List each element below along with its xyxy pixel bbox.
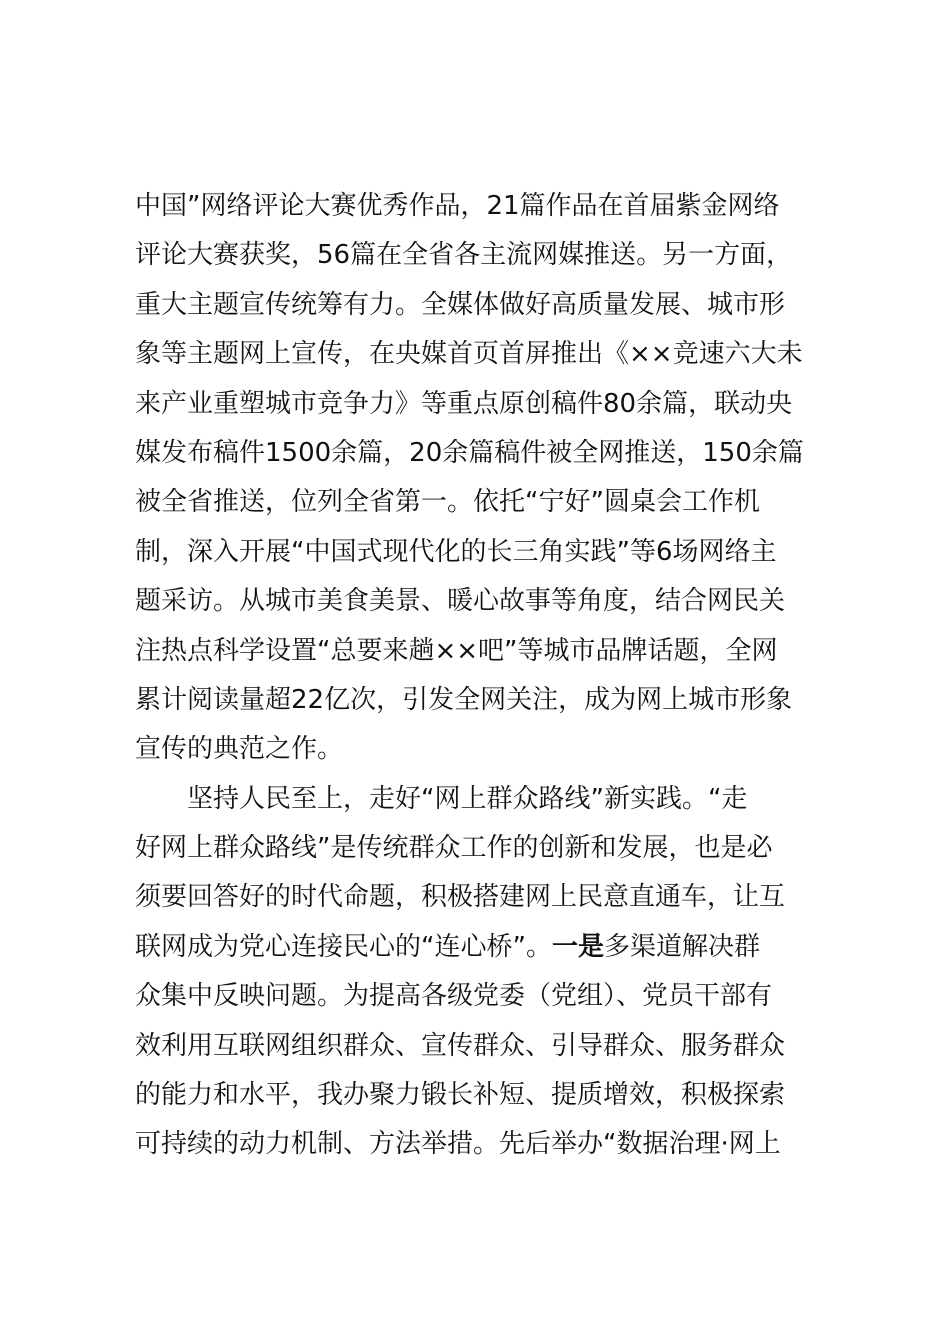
text-line-15: 须要回答好的时代命题，积极搭建网上民意直通车，让互 [135, 882, 786, 913]
text-line-12: 宣传的典范之作。 [135, 734, 344, 765]
text-line-6: 媒发布稿件1500余篇，20余篇稿件被全网推送，150余篇 [135, 437, 804, 468]
text-line-17: 众集中反映问题。为提高各级党委（党组）、党员干部有 [135, 981, 773, 1012]
text-line-16-end: 多渠道解决群 [603, 931, 760, 962]
text-line-9: 题采访。从城市美食美景、暖心故事等角度，结合网民关 [135, 586, 786, 617]
text-line-2: 评论大赛获奖，56篇在全省各主流网媒推送。另一方面， [135, 240, 793, 271]
bold-lead-in: 一是 [551, 931, 604, 962]
text-line-5: 来产业重塑城市竞争力》等重点原创稿件80余篇，联动央 [135, 388, 793, 419]
text-line-18: 效利用互联网组织群众、宣传群众、引导群众、服务群众 [135, 1030, 786, 1061]
text-line-4: 象等主题网上宣传，在央媒首页首屏推出《××竞速六大未 [135, 339, 803, 370]
paragraph-start-line: 坚持人民至上，走好“网上群众路线”新实践。“走 [187, 783, 748, 814]
text-line-20: 可持续的动力机制、方法举措。先后举办“数据治理·网上 [135, 1129, 781, 1160]
text-line-16-start: 联网成为党心连接民心的“连心桥”。 [135, 931, 552, 962]
text-line-7: 被全省推送，位列全省第一。依托“宁好”圆桌会工作机 [135, 487, 760, 518]
text-line-14: 好网上群众路线”是传统群众工作的创新和发展，也是必 [135, 833, 773, 864]
body-text [135, 182, 855, 1170]
text-line-1: 中国”网络评论大赛优秀作品，21篇作品在首届紫金网络 [135, 191, 780, 221]
text-line-10: 注热点科学设置“总要来趟××吧”等城市品牌话题，全网 [135, 635, 778, 666]
text-line-8: 制，深入开展“中国式现代化的长三角实践”等6场网络主 [135, 536, 777, 567]
text-line-16 [135, 923, 855, 972]
text-line-11: 累计阅读量超22亿次，引发全网关注，成为网上城市形象 [135, 684, 793, 715]
text-line-19: 的能力和水平，我办聚力锻长补短、提质增效，积极探索 [135, 1080, 786, 1111]
text-line-3: 重大主题宣传统筹有力。全媒体做好高质量发展、城市形 [135, 289, 786, 320]
